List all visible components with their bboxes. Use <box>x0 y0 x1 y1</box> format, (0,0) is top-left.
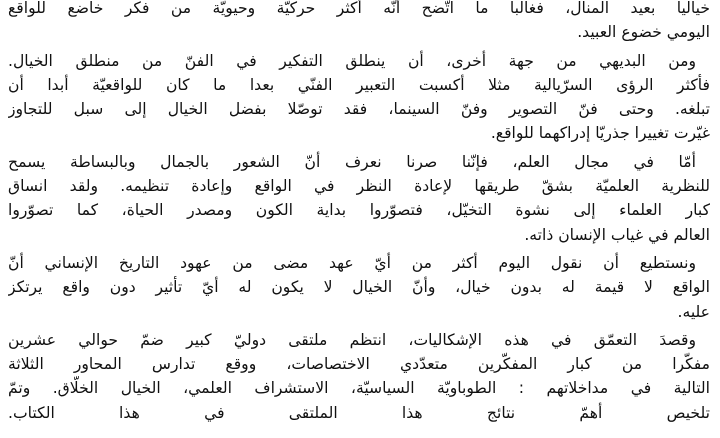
paragraph-3 <box>8 150 710 247</box>
text-line: تبلغه. وحتى فنّ التصوير وفنّ السينما، فقد توصّلا بفضل الخيال إلى سبل للتجاوز <box>8 100 710 119</box>
paragraph-4 <box>8 251 710 324</box>
text-line: العالم في غياب الإنسان ذاته. <box>524 225 710 244</box>
text-line: كبار العلماء إلى نشوة التخيّل، فتصوّروا بداية الكون ومصدر الحياة، كما تصوّروا <box>8 201 710 220</box>
text-line: فأكثر الرؤى السرّيالية مثلا أكسبت التعبير الفنّي بعدا ما كان للواقعيّة أبدا أن <box>8 75 710 94</box>
text-line: الواقع لا قيمة له بدون خيال، وأنّ الخيال لا يكون له أيّ تأثير دون واقع يرتكز <box>8 278 710 297</box>
text-line: التالية في مداخلاتهم : الطوباويّة السياسيّة، الاستشراف العلمي، الخيال الخلّاق. وتمّ <box>8 379 710 398</box>
text-line: للنظرية العلميّة بشقّ طريقها لإعادة النظر في الواقع وإعادة تنظيمه. ولقد انساق <box>8 177 710 196</box>
paragraph-5 <box>8 328 710 425</box>
paragraph-1 <box>8 0 710 45</box>
text-line: تلخيص أهمّ نتائج هذا الملتقى في هذا الكتاب. <box>8 403 710 422</box>
text-line: ومن البديهي من جهة أخرى، أن ينطلق التفكير في الفنّ من منطلق الخيال. <box>8 51 696 70</box>
text-line: غيّرت تغييرا جذريّا إدراكهما للواقع. <box>490 124 710 143</box>
text-line: اليومي خضوع العبيد. <box>577 23 710 42</box>
paragraph-2 <box>8 49 710 146</box>
document-text <box>8 0 710 425</box>
text-line: عليه. <box>677 302 710 321</box>
text-line: مفكّرا من كبار المفكّرين متعدّدي الاختصاصات، ووقع تدارس المحاور الثلاثة <box>8 355 710 374</box>
text-line: خياليا بعيد المنال، فغالبا ما اتّضح أنّه أكثر حركيّة وحيويّة من فكر خاضع للواقع <box>8 0 710 17</box>
text-line: وقصدَ التعمّق في هذه الإشكاليات، انتظم ملتقى دوليّ كبير ضمّ حوالي عشرين <box>8 330 696 349</box>
text-line: ونستطيع أن نقول اليوم أكثر من أيّ عهد مضى من عهود التاريخ الإنساني أنّ <box>8 253 696 272</box>
text-line: أمّا في مجال العلم، فإنّنا صرنا نعرف أنّ الشعور بالجمال وبالبساطة يسمح <box>8 152 696 171</box>
